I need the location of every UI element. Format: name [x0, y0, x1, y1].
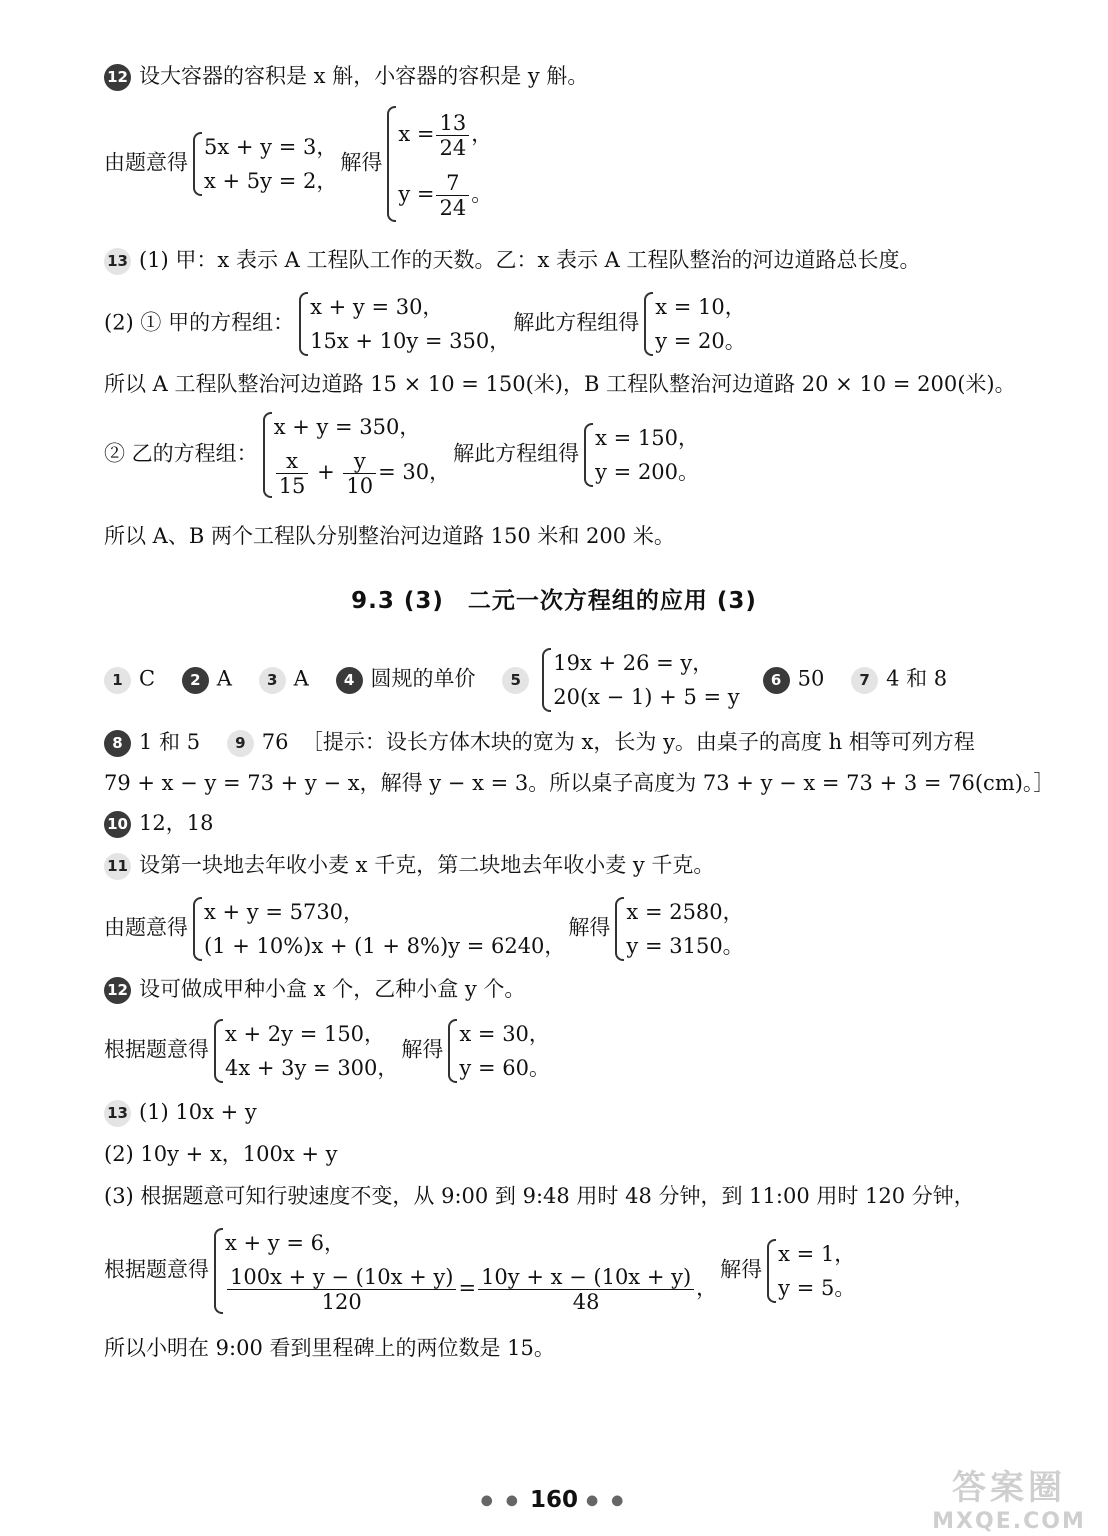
number-badge: 8 [104, 730, 131, 757]
fraction: $\frac{13}{24}$ [436, 111, 469, 160]
equation-system: x + 2y = 150， 4x + 3y = 300， [212, 1017, 398, 1085]
answer-11-equations: 由题意得 x + y = 5730， (1 + 10%)x + (1 + 8%)y = 6240， 解得 x = 2580， y = 3150。 [104, 895, 747, 963]
number-badge: 3 [259, 667, 286, 694]
answer-12b-intro: 12 设可做成甲种小盒 x 个，乙种小盒 y 个。 [104, 975, 525, 1004]
equation-system: 5x + y = 3， x + 5y = 2， [191, 130, 337, 198]
number-badge: 13 [104, 248, 131, 275]
decorative-dots: ● ● [480, 1492, 522, 1509]
answer-12b-equations: 根据题意得 x + 2y = 150， 4x + 3y = 300， 解得 x = 30， y = 60。 [104, 1017, 553, 1085]
solution-system: x = 30， y = 60。 [446, 1017, 550, 1085]
solution-system: x = $\frac{13}{24}$ ， y = $\frac{7}{24}$ 。 [385, 104, 492, 224]
fraction: $\frac{x}{15}$ [276, 449, 309, 498]
answer-11-intro: 11 设第一块地去年收小麦 x 千克，第二块地去年收小麦 y 千克。 [104, 851, 714, 880]
answer-13b-conclusion: 所以小明在 9:00 看到里程碑上的两位数是 15。 [104, 1336, 555, 1360]
solution-system: x = 150， y = 200。 [582, 421, 699, 489]
number-badge: 5 [502, 667, 529, 694]
solution-system: x = 2580， y = 3150。 [613, 895, 743, 963]
answers-8-9: 8 1 和 5 9 76 ［提示：设长方体木块的宽为 x，长为 y。由桌子的高度 h 相等可列方程 [104, 728, 975, 757]
number-badge: 4 [336, 667, 363, 694]
number-badge: 13 [104, 1100, 131, 1127]
decorative-dots: ● ● [586, 1492, 628, 1509]
answer-10: 10 12，18 [104, 809, 213, 838]
answer-12-intro: 12 设大容器的容积是 x 斛，小容器的容积是 y 斛。 [104, 62, 588, 91]
equation-system: 19x + 26 = y， 20(x − 1) + 5 = y [540, 646, 739, 714]
answer-13-part2b: ② 乙的方程组： x + y = 350， $\frac{x}{15}$ + $\frac{y}{10}$ = 30， 解此方程组得 x = 150， y = 200。 [104, 410, 702, 500]
answer-13b-part1: 13 (1) 10x + y [104, 1098, 257, 1127]
solution-system: x = 10， y = 20。 [642, 290, 746, 358]
equation-system: x + y = 30， 15x + 10y = 350， [297, 290, 510, 358]
answer-13b-part2: (2) 10y + x，100x + y [104, 1142, 338, 1166]
answer-13b-part3: (3) 根据题意可知行驶速度不变，从 9:00 到 9:48 用时 48 分钟，到 11:00 用时 120 分钟， [104, 1184, 975, 1208]
number-badge: 12 [104, 64, 131, 91]
answer-13b-equations: 根据题意得 x + y = 6， $\frac{100x + y - (10x + y)}{120}$ = $\frac{10y + x - (10x + y)}{48}$ ， 解得 x = 1， y = 5。 [104, 1226, 858, 1316]
fraction: $\frac{7}{24}$ [436, 171, 469, 220]
fraction: $\frac{10y + x - (10x + y)}{48}$ [478, 1265, 694, 1314]
number-badge: 1 [104, 667, 131, 694]
answer-13-result1: 所以 A 工程队整治河边道路 15 × 10 = 150(米)，B 工程队整治河边道路 20 × 10 = 200(米)。 [104, 372, 1016, 396]
section-title: 9.3 (3) 二元一次方程组的应用 (3) [351, 588, 757, 614]
watermark-logo: 答案圈 MXQE.COM [932, 1468, 1086, 1534]
number-badge: 10 [104, 811, 131, 838]
equation-system: x + y = 350， $\frac{x}{15}$ + $\frac{y}{10}$ = 30， [261, 410, 450, 500]
fraction: $\frac{y}{10}$ [343, 449, 376, 498]
equation-system: x + y = 5730， (1 + 10%)x + (1 + 8%)y = 6240， [191, 895, 565, 963]
page-number: 160 [529, 1487, 578, 1513]
number-badge: 2 [182, 667, 209, 694]
answer-13-result2: 所以 A、B 两个工程队分别整治河边道路 150 米和 200 米。 [104, 524, 675, 548]
answer-13-part1: 13 (1) 甲：x 表示 A 工程队工作的天数。乙：x 表示 A 工程队整治的河边道路总长度。 [104, 246, 921, 275]
number-badge: 12 [104, 977, 131, 1004]
answer-13-part2: (2) ① 甲的方程组： x + y = 30， 15x + 10y = 350， 解此方程组得 x = 10， y = 20。 [104, 290, 749, 358]
equation-system: x + y = 6， $\frac{100x + y - (10x + y)}{120}$ = $\frac{10y + x - (10x + y)}{48}$ ， [212, 1226, 717, 1316]
number-badge: 7 [851, 667, 878, 694]
answer-12-equations: 由题意得 5x + y = 3， x + 5y = 2， 解得 x = $\frac{13}{24}$ ， y = $\frac{7}{24}$ 。 [104, 104, 495, 224]
answers-1-7: 1 C 2 A 3 A 4 圆规的单价 5 19x + 26 = y， 20(x − 1) + 5 = y 6 50 7 4 和 8 [104, 646, 947, 714]
number-badge: 6 [763, 667, 790, 694]
number-badge: 11 [104, 853, 131, 880]
number-badge: 9 [227, 730, 254, 757]
solution-system: x = 1， y = 5。 [765, 1237, 855, 1305]
answer-9-hint: 79 + x − y = 73 + y − x，解得 y − x = 3。所以桌子高度为 73 + y − x = 73 + 3 = 76(cm)。］ [104, 771, 1055, 795]
fraction: $\frac{100x + y - (10x + y)}{120}$ [227, 1265, 456, 1314]
